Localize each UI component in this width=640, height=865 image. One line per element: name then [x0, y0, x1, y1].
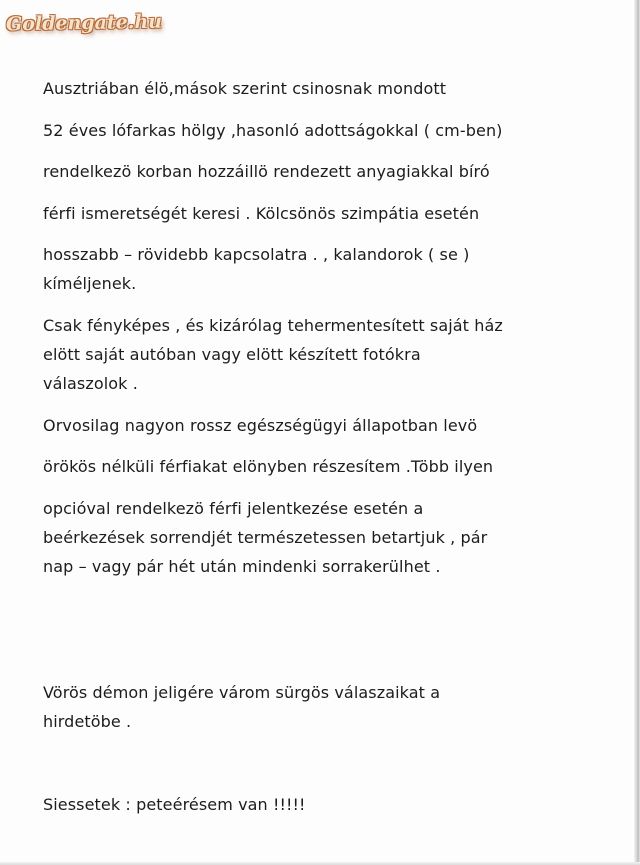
- ad-line: elött saját autóban vagy elött készített fotókra: [43, 345, 421, 364]
- ad-line: Csak fényképes , és kizárólag tehermentesített saját ház: [43, 316, 503, 335]
- ad-line: 52 éves lófarkas hölgy ,hasonló adottságokkal ( cm-ben): [43, 121, 503, 140]
- ad-line: Ausztriában élö,mások szerint csinosnak mondott: [43, 79, 447, 98]
- ad-line: rendelkezö korban hozzáillö rendezett anyagiakkal bíró: [43, 162, 490, 181]
- ad-line: Siessetek : peteérésem van !!!!!: [43, 795, 306, 814]
- ad-line: férfi ismeretségét keresi . Kölcsönös szimpátia esetén: [43, 204, 480, 223]
- ad-line: nap – vagy pár hét után mindenki sorrakerülhet .: [43, 557, 441, 576]
- ad-line: Vörös démon jeligére várom sürgös válaszaikat a: [43, 683, 441, 702]
- ad-line: beérkezések sorrendjét természetessen betartjuk , pár: [43, 528, 488, 547]
- ad-line: hosszabb – rövidebb kapcsolatra . , kalandorok ( se ): [43, 245, 470, 264]
- watermark-logo: Goldengate.hu: [5, 10, 163, 36]
- ad-line: opcióval rendelkezö férfi jelentkezése esetén a: [43, 499, 424, 518]
- ad-line: kíméljenek.: [43, 274, 137, 293]
- ad-line: Orvosilag nagyon rossz egészségügyi állapotban levö: [43, 416, 478, 435]
- ad-line: örökös nélküli férfiakat elönyben részesítem .Több ilyen: [43, 457, 494, 476]
- ad-line: hirdetöbe .: [43, 712, 132, 731]
- scan-edge-right: [634, 0, 640, 865]
- ad-line: válaszolok .: [43, 374, 138, 393]
